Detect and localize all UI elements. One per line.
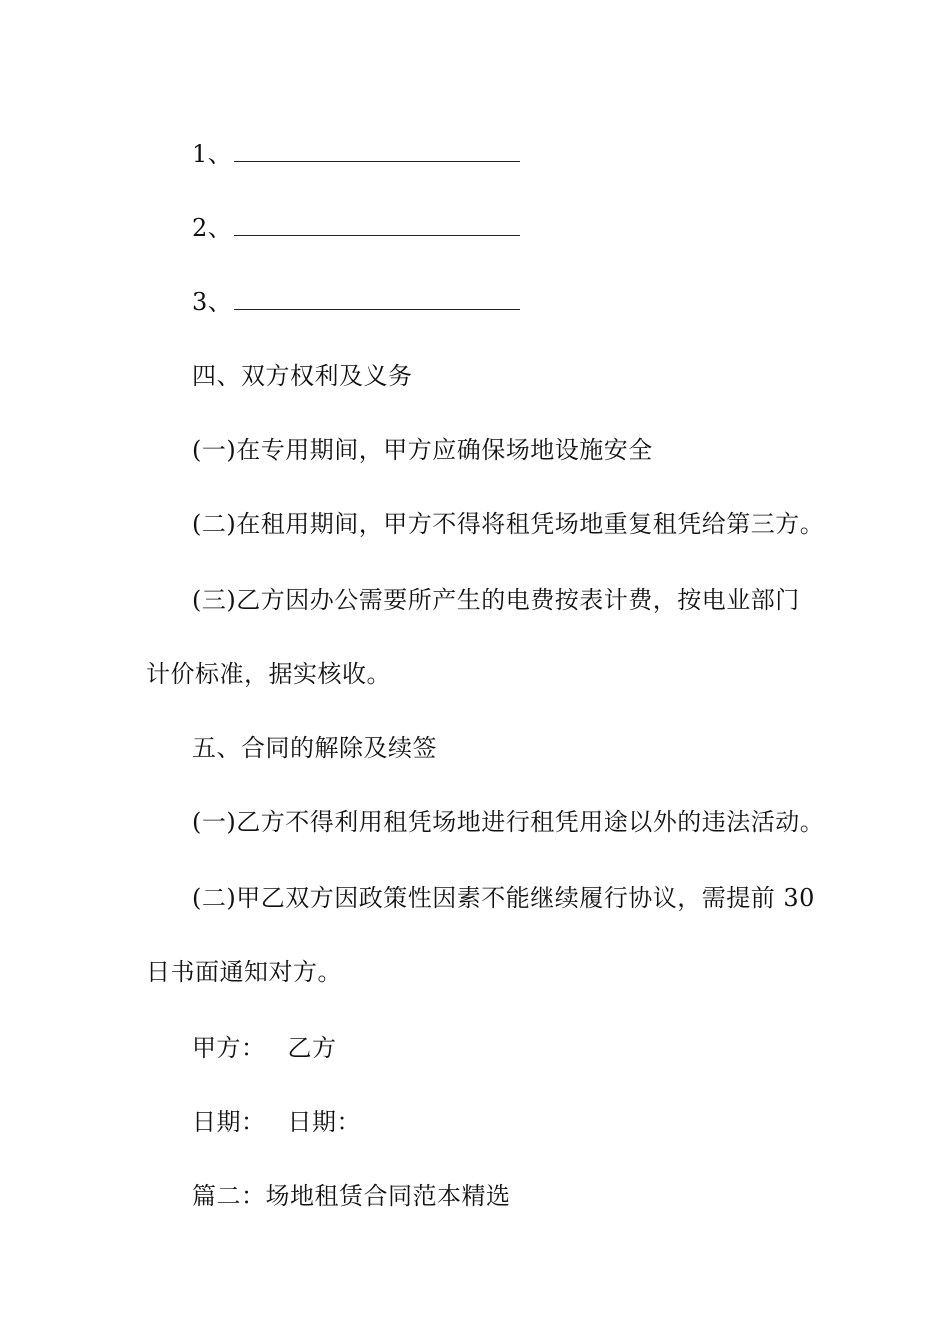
blank-line bbox=[234, 213, 520, 236]
section5-item2-line2: 日书面通知对方。 bbox=[146, 958, 342, 986]
blank-line bbox=[234, 287, 520, 310]
list-number: 2、 bbox=[192, 214, 233, 242]
signature-dates bbox=[192, 1106, 361, 1138]
section5-heading: 五、合同的解除及续签 bbox=[192, 734, 437, 762]
party-b-label: 乙方 bbox=[287, 1034, 337, 1062]
section5-item1: (一)乙方不得利用租凭场地进行租凭用途以外的违法活动。 bbox=[192, 808, 825, 836]
signature-parties bbox=[192, 1032, 337, 1064]
next-article-title: 篇二：场地租赁合同范本精选 bbox=[192, 1182, 511, 1210]
section4-item2: (二)在租用期间，甲方不得将租凭场地重复租凭给第三方。 bbox=[192, 510, 825, 538]
party-a-label: 甲方： bbox=[192, 1034, 266, 1062]
blank-line bbox=[234, 139, 520, 162]
section4-item1: (一)在专用期间，甲方应确保场地设施安全 bbox=[192, 436, 653, 464]
section5-item2-line1: (二)甲乙双方因政策性因素不能继续履行协议，需提前 30 bbox=[192, 884, 815, 912]
date-b-label: 日期： bbox=[287, 1108, 361, 1136]
section4-heading: 四、双方权利及义务 bbox=[192, 362, 413, 390]
date-a-label: 日期： bbox=[192, 1108, 266, 1136]
list-item-1 bbox=[192, 138, 520, 170]
list-item-2 bbox=[192, 212, 520, 244]
list-item-3 bbox=[192, 286, 520, 318]
list-number: 3、 bbox=[192, 288, 233, 316]
section4-item3-line1: (三)乙方因办公需要所产生的电费按表计费，按电业部门 bbox=[192, 586, 800, 614]
section4-item3-line2: 计价标准，据实核收。 bbox=[146, 660, 391, 688]
list-number: 1、 bbox=[192, 140, 233, 168]
